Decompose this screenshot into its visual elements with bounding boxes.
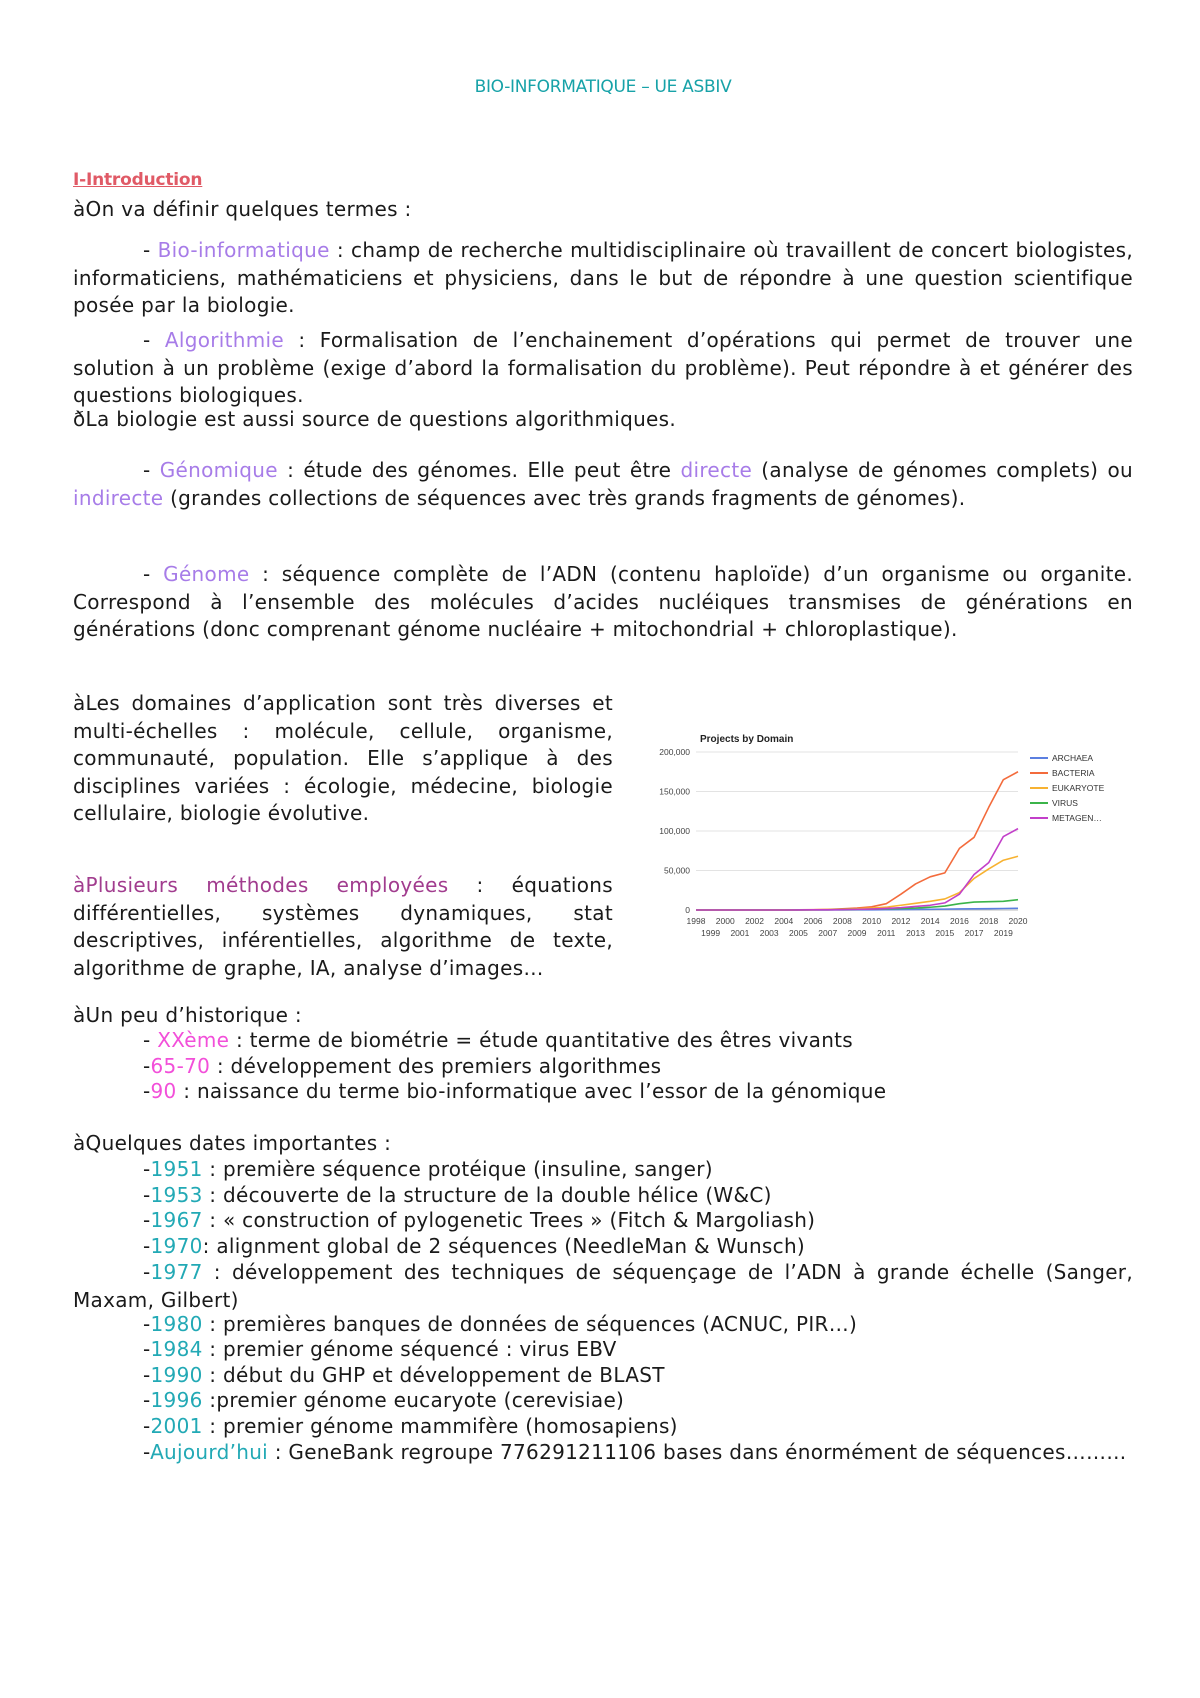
chart-x-tick-label: 2001 bbox=[730, 928, 750, 938]
chart-x-tick-label: 2020 bbox=[1008, 916, 1028, 926]
chart-x-tick-label: 1999 bbox=[701, 928, 721, 938]
date-item: -1951 : première séquence protéique (insuline, sanger) bbox=[143, 1157, 713, 1181]
history-item: - XXème : terme de biométrie = étude quantitative des êtres vivants bbox=[143, 1028, 854, 1052]
term-label: Génomique bbox=[159, 458, 278, 482]
date-item: -1996 :premier génome eucaryote (cerevisiae) bbox=[143, 1388, 625, 1412]
chart-x-tick-label: 2014 bbox=[920, 916, 940, 926]
date-item: -2001 : premier génome mammifère (homosapiens) bbox=[143, 1414, 678, 1438]
chart-x-tick-label: 2013 bbox=[906, 928, 926, 938]
chart-series-line bbox=[696, 772, 1018, 910]
history-intro: àUn peu d’historique : bbox=[73, 1003, 302, 1027]
term-genome: - Génome : séquence complète de l’ADN (contenu haploïde) d’un organisme ou organite. Correspond à l’ensemble des molécules d’acides nucléiques transmises de générations en générations (donc comprenant génome nucléaire + mitochondrial + chloroplastique). bbox=[73, 562, 1133, 642]
term-algorithmie: - Algorithmie : Formalisation de l’enchainement d’opérations qui permet de trouver une solution à un problème (exige d’abord la formalisation du problème). Peut répondre à et générer des questions biologiques. bbox=[73, 328, 1133, 408]
projects-by-domain-chart bbox=[628, 730, 1133, 1030]
chart-x-tick-label: 2007 bbox=[818, 928, 838, 938]
date-item: -1980 : premières banques de données de séquences (ACNUC, PIR…) bbox=[143, 1312, 858, 1336]
document-title: BIO-INFORMATIQUE – UE ASBIV bbox=[474, 77, 732, 97]
chart-x-tick-label: 2012 bbox=[891, 916, 911, 926]
chart-x-tick-label: 2017 bbox=[964, 928, 984, 938]
date-item: -1970: alignment global de 2 séquences (NeedleMan & Wunsch) bbox=[143, 1234, 806, 1258]
chart-y-tick-label: 200,000 bbox=[659, 747, 690, 757]
algorithmie-note: ðLa biologie est aussi source de questions algorithmiques. bbox=[73, 407, 677, 431]
chart-legend-label: VIRUS bbox=[1052, 798, 1078, 808]
term-genomique: - Génomique : étude des génomes. Elle peut être directe (analyse de génomes complets) ou indirecte (grandes collections de séquences avec très grands fragments de génomes). bbox=[73, 458, 1133, 510]
date-item: -1967 : « construction of pylogenetic Trees » (Fitch & Margoliash) bbox=[143, 1208, 816, 1232]
methods-paragraph: àPlusieurs méthodes employées : équations différentielles, systèmes dynamiques, stat descriptives, inférentielles, algorithme de texte, algorithme de graphe, IA, analyse d’images… bbox=[73, 873, 614, 980]
methods-label: àPlusieurs méthodes employées bbox=[73, 873, 449, 897]
chart-x-tick-label: 1998 bbox=[686, 916, 706, 926]
chart-legend-label: ARCHAEA bbox=[1052, 753, 1094, 763]
term-directe: directe bbox=[680, 458, 753, 482]
chart-x-tick-label: 2004 bbox=[774, 916, 794, 926]
domains-paragraph: àLes domaines d’application sont très diverses et multi-échelles : molécule, cellule, organisme, communauté, population. Elle s’applique à des disciplines variées : écologie, médecine, biologie cellulaire, biologie évolutive. bbox=[73, 691, 613, 826]
chart-x-tick-label: 2000 bbox=[715, 916, 735, 926]
term-label: Génome bbox=[163, 562, 250, 586]
dates-intro: àQuelques dates importantes : bbox=[73, 1131, 392, 1155]
chart-x-tick-label: 2009 bbox=[847, 928, 867, 938]
chart-x-tick-label: 2008 bbox=[832, 916, 852, 926]
chart-y-tick-label: 50,000 bbox=[664, 865, 690, 876]
term-bioinformatique: - Bio-informatique : champ de recherche multidisciplinaire où travaillent de concert biologistes, informaticiens, mathématiciens et physiciens, dans le but de répondre à une question scientifique posée par la biologie. bbox=[73, 238, 1133, 318]
date-item: -1990 : début du GHP et développement de BLAST bbox=[143, 1363, 665, 1387]
chart-legend-label: EUKARYOTE bbox=[1052, 783, 1105, 793]
date-item: -Aujourd’hui : GeneBank regroupe 776291211106 bases dans énormément de séquences……… bbox=[143, 1440, 1127, 1464]
chart-x-tick-label: 2003 bbox=[759, 928, 779, 938]
chart-x-tick-label: 2016 bbox=[949, 916, 969, 926]
term-label: Algorithmie bbox=[164, 328, 284, 352]
chart-x-tick-label: 2010 bbox=[862, 916, 882, 926]
date-item: -1984 : premier génome séquencé : virus EBV bbox=[143, 1337, 617, 1361]
chart-x-tick-label: 2011 bbox=[877, 928, 896, 938]
chart-x-tick-label: 2005 bbox=[788, 928, 808, 938]
chart-title: Projects by Domain bbox=[700, 734, 794, 745]
chart-x-tick-label: 2019 bbox=[993, 928, 1013, 938]
chart-svg bbox=[628, 730, 1133, 1030]
chart-x-tick-label: 2018 bbox=[979, 916, 999, 926]
term-indirecte: indirecte bbox=[73, 485, 164, 510]
document-page bbox=[73, 0, 1133, 1698]
chart-y-tick-label: 0 bbox=[685, 905, 690, 915]
date-item: -1953 : découverte de la structure de la double hélice (W&C) bbox=[143, 1183, 772, 1207]
chart-legend-label: METAGEN… bbox=[1052, 813, 1102, 823]
chart-x-tick-label: 2006 bbox=[803, 916, 823, 926]
date-item: -1977 : développement des techniques de séquençage de l’ADN à grande échelle (Sanger, Maxam, Gilbert) bbox=[73, 1260, 1133, 1312]
term-label: Bio-informatique bbox=[157, 238, 330, 262]
chart-legend-label: BACTERIA bbox=[1052, 768, 1095, 778]
section-heading: I-Introduction bbox=[73, 170, 203, 190]
chart-y-tick-label: 100,000 bbox=[659, 826, 690, 836]
chart-y-tick-label: 150,000 bbox=[659, 786, 690, 797]
intro-line: àOn va définir quelques termes : bbox=[73, 197, 412, 221]
chart-x-tick-label: 2015 bbox=[935, 928, 955, 938]
chart-x-tick-label: 2002 bbox=[745, 916, 765, 926]
history-item: -65-70 : développement des premiers algorithmes bbox=[143, 1054, 662, 1078]
history-item: -90 : naissance du terme bio-informatique avec l’essor de la génomique bbox=[143, 1079, 887, 1103]
